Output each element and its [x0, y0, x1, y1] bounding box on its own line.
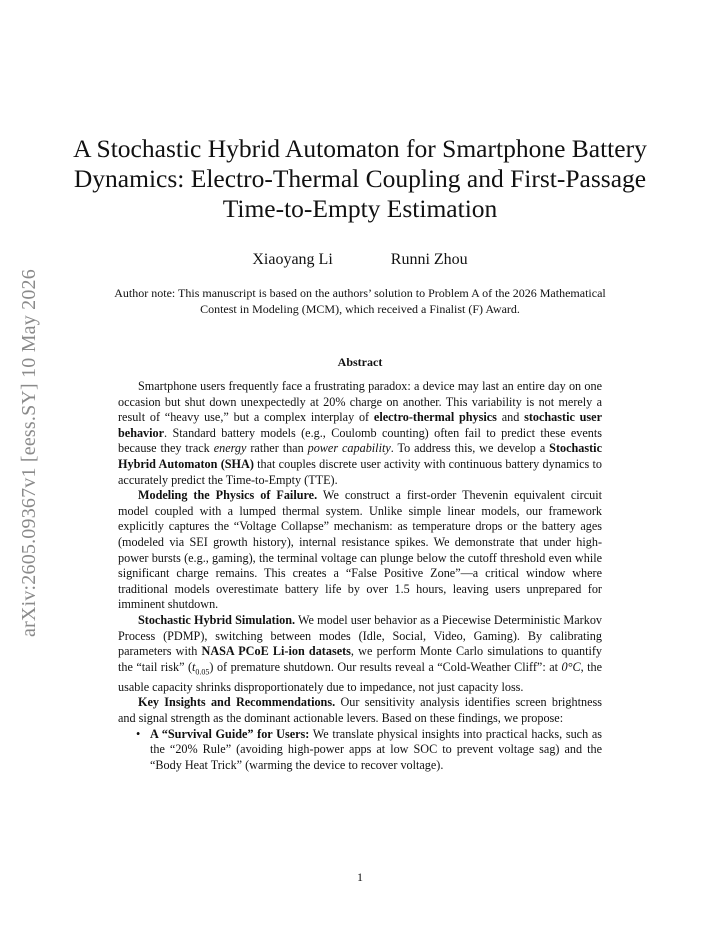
abstract-paragraph — [118, 613, 602, 695]
paper-title: A Stochastic Hybrid Automaton for Smartphone Battery Dynamics: Electro-Thermal Coupling and First-Passage Time-to-Empty Estimation — [73, 134, 647, 223]
text-run: We construct a first-order Thevenin equivalent circuit model coupled with a lumped thermal system. Unlike simple linear models, our framework explicitly captures the “Voltage Collapse” mechanism: as temperature drops or the battery ages (modeled via SEI growth history), internal resistance spikes. We demonstrate that under high-power bursts (e.g., gaming), the terminal voltage can plunge below the cutoff threshold even while significant charge remains. This creates a “False Positive Zone”—a critical window where traditional models overestimate battery life by over 1.5 hours, leaving users unprepared for imminent shutdown. — [118, 488, 602, 612]
text-run: and — [496, 410, 525, 425]
italic-term: power capability — [307, 441, 391, 456]
text-run: . To address this, we develop a — [390, 441, 550, 456]
math-symbol: 0°C — [561, 659, 581, 674]
bold-term: Stochastic Hybrid Automaton (SHA) — [118, 441, 602, 471]
text-run: Smartphone users frequently face a frustrating paradox: a device may last an entire day on one occasion but shut down unexpectedly at 20% charge on another. This variability is not merely a result of “heavy use,” but a complex interplay of — [118, 379, 602, 425]
author-note: Author note: This manuscript is based on the authors’ solution to Problem A of the 2026 Mathematical Contest in Modeling (MCM), which received a Finalist (F) Award. — [114, 286, 606, 316]
abstract-paragraph — [118, 695, 602, 726]
text-run: , we perform Monte Carlo simulations to quantify the “tail risk” ( — [118, 644, 603, 674]
text-run: We model user behavior as a Piecewise Deterministic Markov Process (PDMP), switching between modes (Idle, Social, Video, Gaming). By calibrating parameters with — [118, 612, 603, 659]
text-run: We translate physical insights into practical hacks, such as the “20% Rule” (avoiding high-power apps at low SOC to prevent voltage sag) and the “Body Heat Trick” (warming the device to recover voltage). — [150, 726, 602, 772]
text-run: rather than — [246, 441, 308, 456]
author-name: Runni Zhou — [390, 251, 468, 268]
bold-term: electro-thermal physics — [373, 410, 497, 425]
paragraph-heading: Stochastic Hybrid Simulation. — [138, 612, 296, 627]
paragraph-heading: Modeling the Physics of Failure. — [138, 488, 318, 503]
text-run: ) of premature shutdown. Our results reveal a “Cold-Weather Cliff”: at — [209, 659, 562, 674]
text-run: Our sensitivity analysis identifies screen brightness and signal strength as the dominant actionable levers. Based on these findings, we propose: — [118, 695, 602, 725]
math-subscript: 0.05 — [195, 667, 210, 677]
abstract-heading: Abstract — [337, 355, 383, 369]
author-list — [0, 251, 720, 269]
bullet-list — [118, 727, 602, 774]
abstract-paragraph — [118, 488, 602, 613]
math-symbol: t — [192, 659, 196, 674]
page-number: 1 — [357, 870, 363, 884]
author-name: Xiaoyang Li — [252, 251, 333, 268]
bullet-marker: • — [136, 726, 141, 741]
text-run: that couples discrete user activity with continuous battery dynamics to accurately predict the Time-to-Empty (TTE). — [118, 456, 602, 487]
bold-term: NASA PCoE Li-ion datasets — [201, 644, 351, 659]
abstract-body — [118, 379, 602, 773]
italic-term: energy — [213, 441, 247, 456]
bold-term: stochastic user behavior — [118, 410, 602, 440]
text-run: . Standard battery models (e.g., Coulomb counting) often fail to predict these events because they track — [118, 425, 602, 456]
bold-term: A “Survival Guide” for Users: — [150, 726, 310, 741]
arxiv-identifier: arXiv:2605.09367v1 [eess.SY] 10 May 2026 — [18, 269, 40, 637]
list-item — [136, 726, 602, 774]
abstract-paragraph — [118, 379, 602, 488]
paragraph-heading: Key Insights and Recommendations. — [138, 695, 336, 710]
text-run: , the usable capacity shrinks disproportionately due to impedance, not just capacity loss. — [118, 659, 603, 694]
